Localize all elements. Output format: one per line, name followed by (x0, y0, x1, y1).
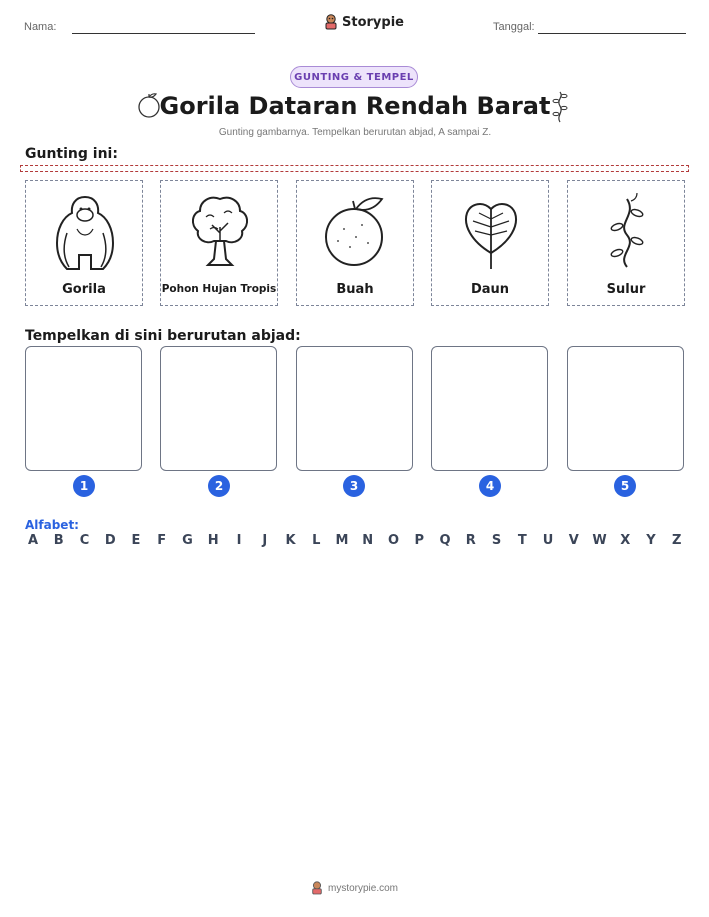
leaf-icon (451, 189, 531, 275)
vine-decor-icon (550, 90, 570, 124)
cut-card-fruit[interactable] (296, 180, 414, 306)
paste-number-3: 3 (343, 475, 365, 497)
storypie-logo-icon (324, 14, 338, 30)
alphabet-letter: H (207, 533, 219, 548)
alphabet-letter: P (414, 533, 425, 548)
paste-box-2[interactable] (160, 346, 277, 471)
footer-url[interactable]: mystorypie.com (327, 882, 398, 894)
footer (0, 881, 709, 895)
cut-card-label: Buah (336, 282, 374, 297)
alphabet-letter: V (568, 533, 579, 548)
brand-name: Storypie (342, 14, 404, 30)
alphabet-letter: G (182, 533, 193, 548)
tree-icon (180, 189, 260, 275)
alphabet-letter: F (157, 533, 167, 548)
alphabet-letter: I (236, 533, 242, 548)
paste-box-1[interactable] (25, 346, 142, 471)
alphabet-letter: R (465, 533, 476, 548)
name-label: Nama: (24, 21, 57, 33)
cut-section-heading: Gunting ini: (25, 146, 118, 162)
cut-line (20, 165, 689, 172)
alphabet-label: Alfabet: (25, 518, 79, 532)
paste-number-5: 5 (614, 475, 636, 497)
page-title: Gorila Dataran Rendah Barat (159, 92, 551, 120)
cut-card-vine[interactable] (567, 180, 685, 306)
alphabet-letter: B (53, 533, 64, 548)
cut-card-tree[interactable] (160, 180, 278, 306)
page-subtitle: Gunting gambarnya. Tempelkan berurutan abjad, A sampai Z. (218, 127, 492, 138)
alphabet-letter: Y (646, 533, 656, 548)
alphabet-letter: O (387, 533, 400, 548)
paste-box-5[interactable] (567, 346, 684, 471)
alphabet-letter: A (27, 533, 39, 548)
paste-number-2: 2 (208, 475, 230, 497)
cut-card-gorilla[interactable] (25, 180, 143, 306)
activity-badge: GUNTING & TEMPEL (290, 66, 418, 88)
date-line[interactable] (538, 33, 686, 34)
date-label: Tanggal: (493, 21, 535, 33)
alphabet-letter: U (542, 533, 554, 548)
cut-card-label: Sulur (606, 282, 646, 297)
alphabet-letter: L (312, 533, 321, 548)
paste-section-heading: Tempelkan di sini berurutan abjad: (25, 328, 301, 344)
alphabet-letter: K (285, 533, 296, 548)
alphabet-letter: J (262, 533, 268, 548)
paste-number-4: 4 (479, 475, 501, 497)
alphabet-row (25, 533, 685, 548)
alphabet-letter: E (131, 533, 141, 548)
orange-fruit-icon (316, 189, 396, 275)
alphabet-letter: Z (672, 533, 682, 548)
alphabet-letter: N (362, 533, 374, 548)
storypie-footer-icon (311, 881, 323, 895)
alphabet-letter: M (335, 533, 349, 548)
alphabet-letter: S (491, 533, 502, 548)
vine-icon (587, 189, 667, 275)
cut-card-label: Gorila (62, 282, 106, 297)
gorilla-icon (45, 189, 125, 275)
alphabet-letter: C (79, 533, 90, 548)
paste-number-1: 1 (73, 475, 95, 497)
cut-card-label: Pohon Hujan Tropis (161, 283, 277, 295)
alphabet-letter: W (592, 533, 607, 548)
name-line[interactable] (72, 33, 255, 34)
brand (324, 14, 404, 30)
cut-card-leaf[interactable] (431, 180, 549, 306)
cut-card-label: Daun (470, 282, 510, 297)
alphabet-letter: T (517, 533, 527, 548)
paste-box-4[interactable] (431, 346, 548, 471)
alphabet-letter: X (620, 533, 631, 548)
paste-box-3[interactable] (296, 346, 413, 471)
alphabet-letter: Q (439, 533, 451, 548)
alphabet-letter: D (104, 533, 116, 548)
